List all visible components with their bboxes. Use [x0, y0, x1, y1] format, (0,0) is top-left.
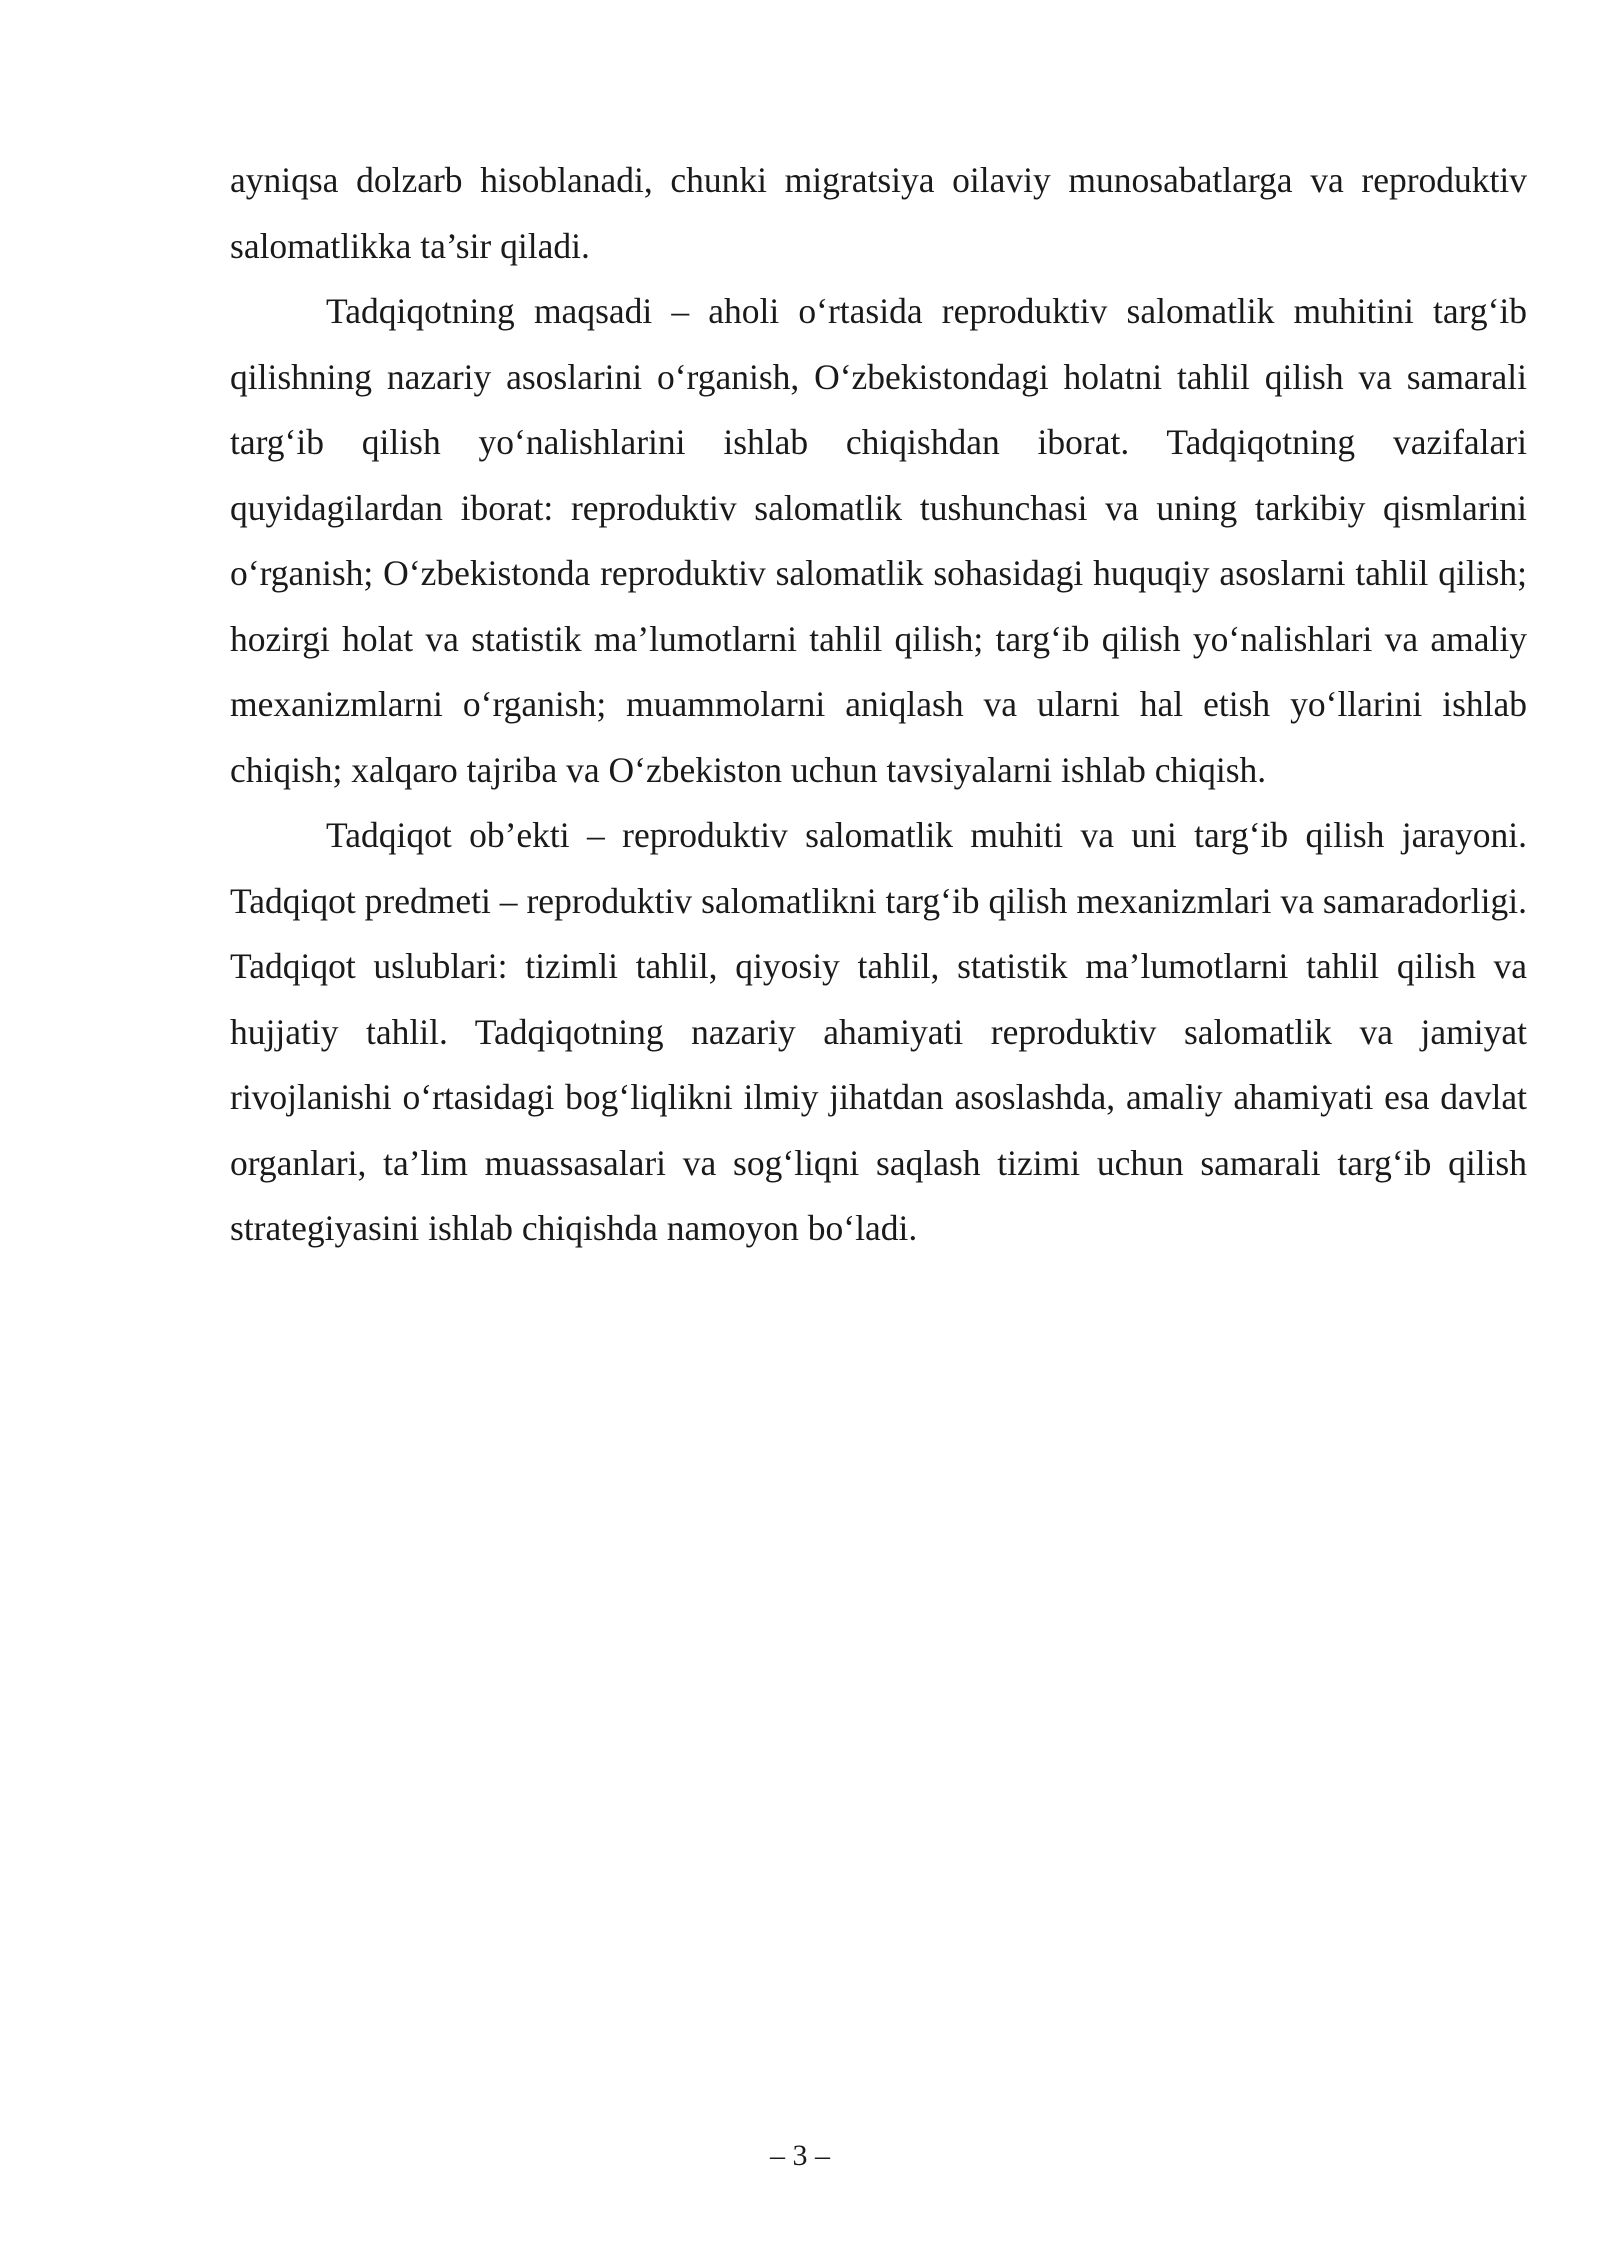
- paragraph-continuation: ayniqsa dolzarb hisoblanadi, chunki migratsiya oilaviy munosabatlarga va reproduktiv salomatlikka ta’sir qiladi.: [230, 160, 1527, 266]
- paragraph-research-goal: Tadqiqotning maqsadi – aholi o‘rtasida reproduktiv salomatlik muhitini targ‘ib qilishning nazariy asoslarini o‘rganish, O‘zbekistondagi holatni tahlil qilish va samarali targ‘ib qilish yo‘nalishlarini ishlab chiqishdan iborat. Tadqiqotning vazifalari quyidagilardan iborat: reproduktiv salomatlik tushunchasi va uning tarkibiy qismlarini o‘rganish; O‘zbekistonda reproduktiv salomatlik sohasidagi huquqiy asoslarni tahlil qilish; hozirgi holat va statistik ma’lumotlarni tahlil qilish; targ‘ib qilish yo‘nalishlari va amaliy mexanizmlarni o‘rganish; muammolarni aniqlash va ularni hal etish yo‘llarini ishlab chiqish; xalqaro tajriba va O‘zbekiston uchun tavsiyalarni ishlab chiqish.: [230, 291, 1527, 790]
- paragraph-research-object: Tadqiqot ob’ekti – reproduktiv salomatlik muhiti va uni targ‘ib qilish jarayoni. Tadqiqot predmeti – reproduktiv salomatlikni targ‘ib qilish mexanizmlari va samaradorligi. Tadqiqot uslublari: tizimli tahlil, qiyosiy tahlil, statistik ma’lumotlarni tahlil qilish va hujjatiy tahlil. Tadqiqotning nazariy ahamiyati reproduktiv salomatlik va jamiyat rivojlanishi o‘rtasidagi bog‘liqlikni ilmiy jihatdan asoslashda, amaliy ahamiyati esa davlat organlari, ta’lim muassasalari va sog‘liqni saqlash tizimi uchun samarali targ‘ib qilish strategiyasini ishlab chiqishda namoyon bo‘ladi.: [230, 815, 1527, 1248]
- document-body: [230, 148, 1527, 1262]
- page-number: – 3 –: [770, 2139, 830, 2172]
